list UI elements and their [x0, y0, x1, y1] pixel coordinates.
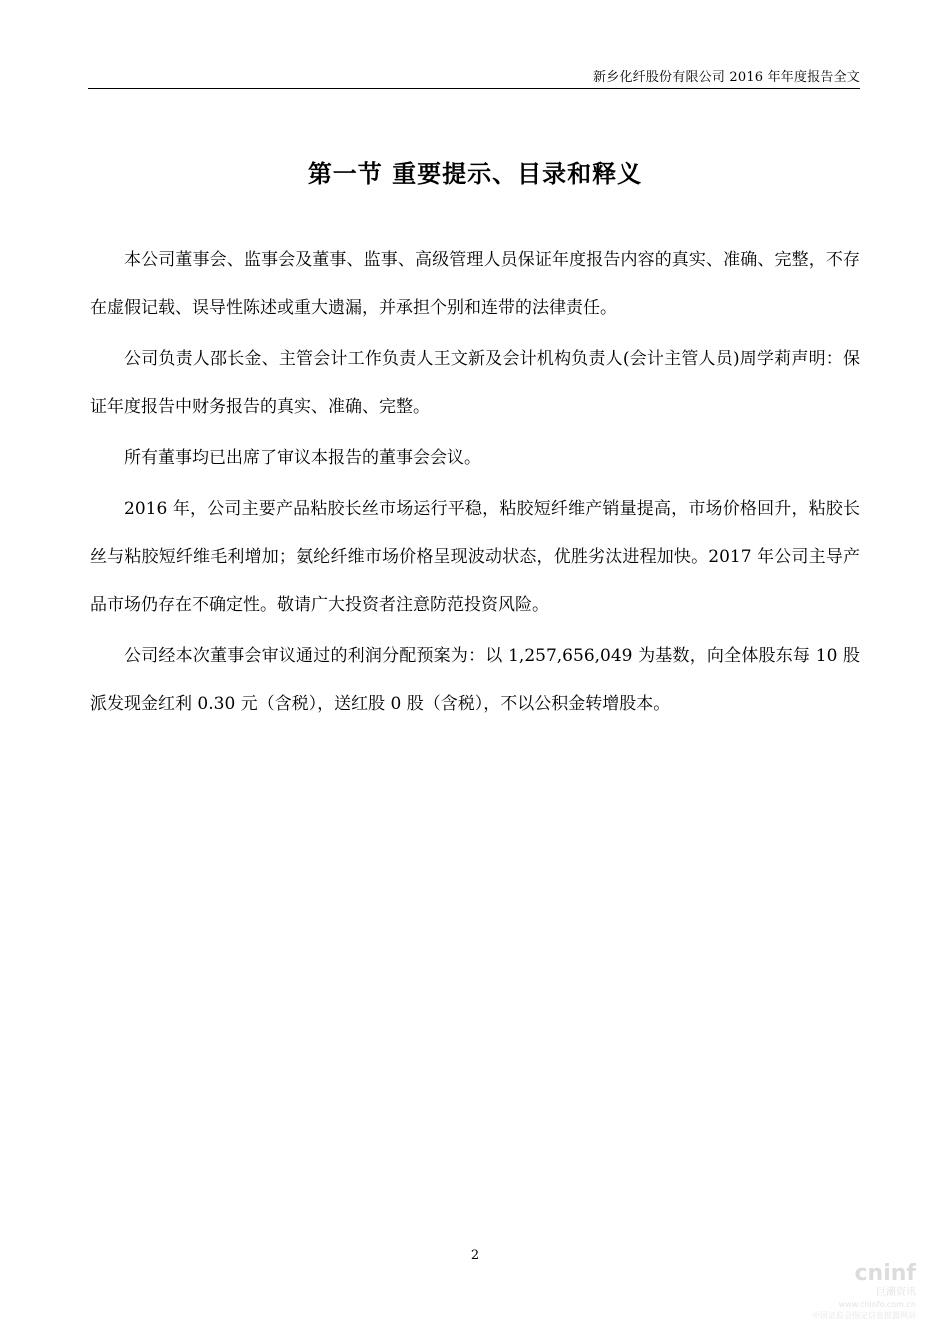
watermark-name: 巨潮资讯	[876, 1287, 916, 1298]
paragraph-directors-attendance: 所有董事均已出席了审议本报告的董事会会议。	[124, 448, 481, 468]
paragraph-risk-notice: 2016 年，公司主要产品粘胶长丝市场运行平稳，粘胶短纤维产销量提高，市场价格回升，粘胶长丝与粘胶短纤维毛利增加；氨纶纤维市场价格呈现波动状态，优胜劣汰进程加快。2017 年公司主导产品市场仍存在不确定性。敬请广大投资者注意防范投资风险。	[90, 499, 860, 615]
page-header	[88, 62, 860, 89]
watermark-tagline: 中国证监会指定信息披露网站	[812, 1311, 916, 1320]
cninfo-watermark	[806, 1262, 916, 1334]
section-title: 第一节 重要提示、目录和释义	[307, 159, 643, 188]
report-header-title: 新乡化纤股份有限公司 2016 年年度报告全文	[593, 70, 860, 85]
page-number: 2	[470, 1248, 480, 1263]
paragraph-profit-distribution: 公司经本次董事会审议通过的利润分配预案为：以 1,257,656,049 为基数，向全体股东每 10 股派发现金红利 0.30 元（含税），送红股 0 股（含税），不以公积金转增股本。	[90, 646, 860, 714]
paragraph-board-guarantee: 本公司董事会、监事会及董事、监事、高级管理人员保证年度报告内容的真实、准确、完整，不存在虚假记载、误导性陈述或重大遗漏，并承担个别和连带的法律责任。	[90, 250, 860, 318]
watermark-logo: cninf	[854, 1261, 916, 1286]
body-content	[90, 236, 860, 728]
watermark-url: www.cninfo.com.cn	[838, 1300, 916, 1309]
paragraph-responsible-persons-statement: 公司负责人邵长金、主管会计工作负责人王文新及会计机构负责人(会计主管人员)周学莉声明：保证年度报告中财务报告的真实、准确、完整。	[90, 349, 860, 417]
